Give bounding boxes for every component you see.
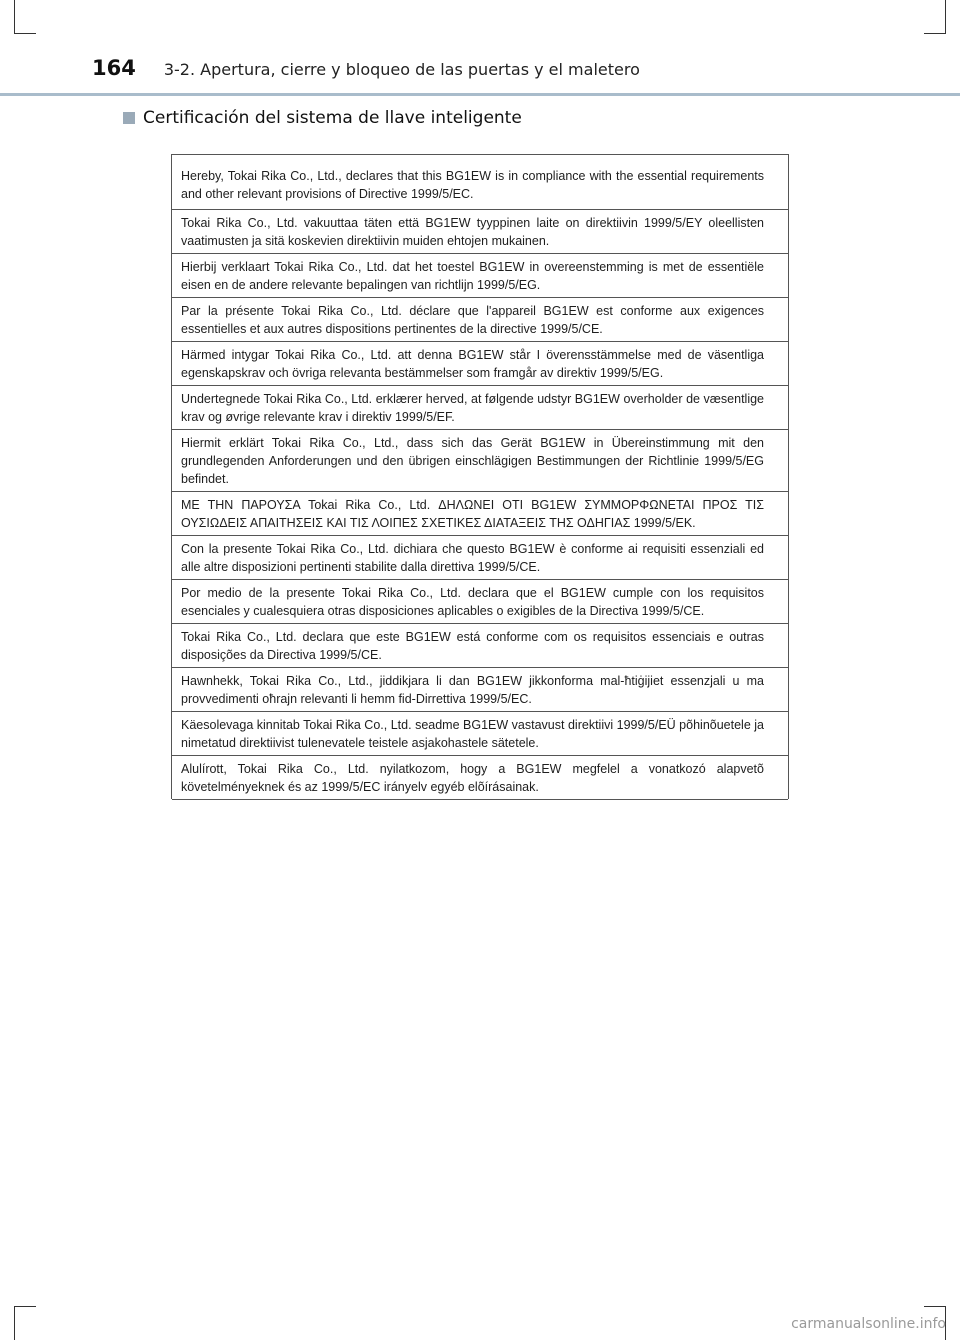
declaration-finnish: Tokai Rika Co., Ltd. vakuuttaa täten että BG1EW tyyppinen laite on direktiivin 1999/5/EY oleellisten vaatimusten ja sitä koskevien direktiivin muiden ehtojen mukainen. <box>172 210 788 254</box>
declaration-maltese: Hawnhekk, Tokai Rika Co., Ltd., jiddikjara li dan BG1EW jikkonforma mal-ħtiġijiet essenzjali u ma provvedimenti oħrajn relevanti li hemm fid-Dirrettiva 1999/5/EC. <box>172 668 788 712</box>
chapter-title: 3-2. Apertura, cierre y bloqueo de las puertas y el maletero <box>163 60 640 79</box>
crop-mark <box>14 0 15 34</box>
certification-table <box>171 154 789 799</box>
crop-mark <box>924 33 946 34</box>
footer-watermark: carmanualsonline.info <box>791 1316 946 1332</box>
declaration-french: Par la présente Tokai Rika Co., Ltd. déclare que l'appareil BG1EW est conforme aux exigences essentielles et aux autres dispositions pertinentes de la directive 1999/5/CE. <box>172 298 788 342</box>
declaration-german: Hiermit erklärt Tokai Rika Co., Ltd., dass sich das Gerät BG1EW in Übereinstimmung mit den grundlegenden Anforderungen und den übrigen einschlägigen Bestimmungen der Richtlinie 1999/5/EG befindet. <box>172 430 788 492</box>
declaration-english: Hereby, Tokai Rika Co., Ltd., declares that this BG1EW is in compliance with the essential requirements and other relevant provisions of Directive 1999/5/EC. <box>172 155 788 210</box>
declaration-italian: Con la presente Tokai Rika Co., Ltd. dichiara che questo BG1EW è conforme ai requisiti essenziali ed alle altre disposizioni pertinenti stabilite dalla direttiva 1999/5/CE. <box>172 536 788 580</box>
square-bullet-icon <box>123 112 135 124</box>
declaration-danish: Undertegnede Tokai Rika Co., Ltd. erklærer herved, at følgende udstyr BG1EW overholder de væsentlige krav og øvrige relevante krav i direktiv 1999/5/EF. <box>172 386 788 430</box>
declaration-spanish: Por medio de la presente Tokai Rika Co., Ltd. declara que el BG1EW cumple con los requisitos esenciales y cualesquiera otras disposiciones aplicables o exigibles de la Directiva 1999/5/CE. <box>172 580 788 624</box>
declaration-dutch: Hierbij verklaart Tokai Rika Co., Ltd. dat het toestel BG1EW in overeenstemming is met de essentiële eisen en de andere relevante bepalingen van richtlijn 1999/5/EG. <box>172 254 788 298</box>
page-number: 164 <box>92 56 136 80</box>
declaration-greek: ΜΕ ΤΗΝ ΠΑΡΟΥΣΑ Tokai Rika Co., Ltd. ΔΗΛΩΝΕΙ ΟΤΙ BG1EW ΣΥΜΜΟΡΦΩΝΕΤΑΙ ΠΡΟΣ ΤΙΣ ΟΥΣΙΩΔΕΙΣ ΑΠΑΙΤΗΣΕΙΣ ΚΑΙ ΤΙΣ ΛΟΙΠΕΣ ΣΧΕΤΙΚΕΣ ΔΙΑΤΑΞΕΙΣ ΤΗΣ ΟΔΗΓΙΑΣ 1999/5/ΕΚ. <box>172 492 788 536</box>
declaration-estonian: Käesolevaga kinnitab Tokai Rika Co., Ltd. seadme BG1EW vastavust direktiivi 1999/5/EÜ põhinõuetele ja nimetatud direktiivist tulenevatele teistele asjakohastele sätetele. <box>172 712 788 756</box>
section-heading <box>123 108 522 128</box>
crop-mark <box>14 33 36 34</box>
crop-mark <box>14 1306 15 1340</box>
declaration-hungarian: Alulírott, Tokai Rika Co., Ltd. nyilatkozom, hogy a BG1EW megfelel a vonatkozó alapvetõ követelményeknek és az 1999/5/EC irányelv egyéb elõírásainak. <box>172 756 788 800</box>
declaration-swedish: Härmed intygar Tokai Rika Co., Ltd. att denna BG1EW står I överensstämmelse med de väsentliga egenskapskrav och övriga relevanta bestämmelser som framgår av direktiv 1999/5/EG. <box>172 342 788 386</box>
crop-mark <box>14 1306 36 1307</box>
declaration-portuguese: Tokai Rika Co., Ltd. declara que este BG1EW está conforme com os requisitos essenciais e outras disposições da Directiva 1999/5/CE. <box>172 624 788 668</box>
section-heading-text: Certificación del sistema de llave inteligente <box>143 108 522 128</box>
crop-mark <box>924 1306 946 1307</box>
crop-mark <box>945 0 946 34</box>
header-divider <box>0 93 960 96</box>
page-header <box>92 56 640 80</box>
